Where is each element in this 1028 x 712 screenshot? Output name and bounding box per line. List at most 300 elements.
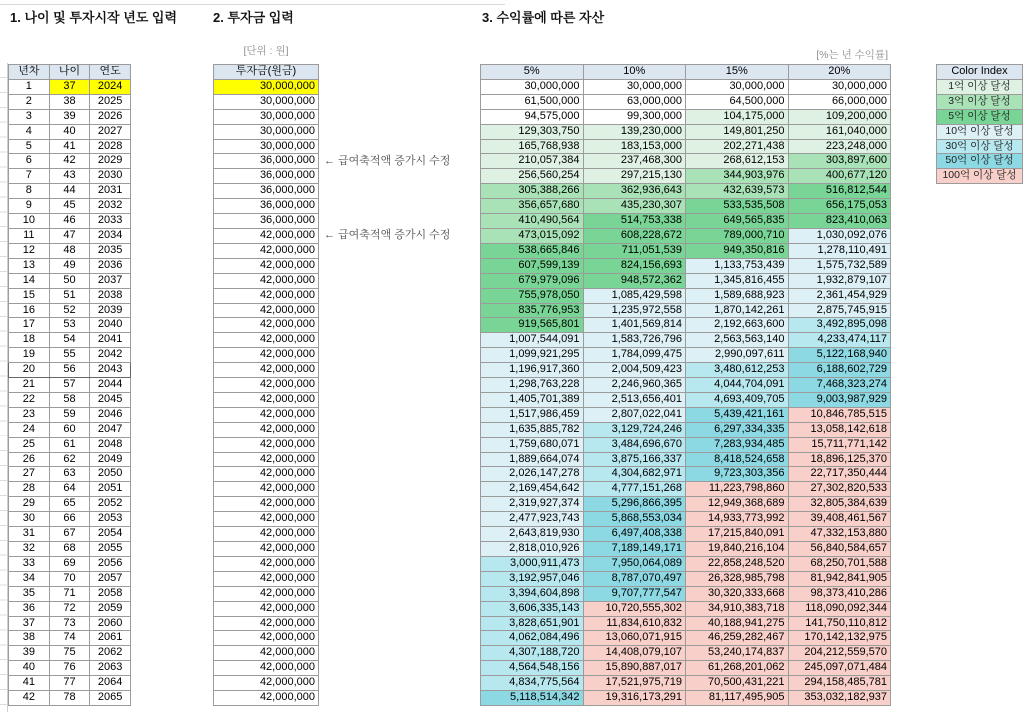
year-index-cell[interactable]: 41 bbox=[9, 676, 50, 691]
asset-value-cell-20%[interactable]: 98,373,410,286 bbox=[788, 586, 891, 601]
asset-value-cell-10%[interactable]: 5,868,553,034 bbox=[583, 512, 686, 527]
age-cell[interactable]: 66 bbox=[49, 512, 90, 527]
year-index-cell[interactable]: 10 bbox=[9, 214, 50, 229]
age-cell[interactable]: 43 bbox=[49, 169, 90, 184]
investment-amount-cell[interactable]: 42,000,000 bbox=[214, 288, 319, 303]
asset-value-cell-15%[interactable]: 64,500,000 bbox=[686, 94, 789, 109]
investment-amount-cell[interactable]: 30,000,000 bbox=[214, 124, 319, 139]
year-index-cell[interactable]: 37 bbox=[9, 616, 50, 631]
calendar-year-cell[interactable]: 2052 bbox=[90, 497, 131, 512]
age-cell[interactable]: 55 bbox=[49, 348, 90, 363]
asset-value-cell-5%[interactable]: 356,657,680 bbox=[481, 199, 584, 214]
calendar-year-cell[interactable]: 2033 bbox=[90, 214, 131, 229]
asset-value-cell-20%[interactable]: 30,000,000 bbox=[788, 79, 891, 94]
age-cell[interactable]: 57 bbox=[49, 378, 90, 393]
asset-value-cell-10%[interactable]: 9,707,777,547 bbox=[583, 586, 686, 601]
asset-value-cell-15%[interactable]: 22,858,248,520 bbox=[686, 556, 789, 571]
investment-amount-cell[interactable]: 42,000,000 bbox=[214, 348, 319, 363]
asset-value-cell-5%[interactable]: 94,575,000 bbox=[481, 109, 584, 124]
age-cell[interactable]: 44 bbox=[49, 184, 90, 199]
asset-value-cell-20%[interactable]: 81,942,841,905 bbox=[788, 571, 891, 586]
calendar-year-cell[interactable]: 2041 bbox=[90, 333, 131, 348]
calendar-year-cell[interactable]: 2043 bbox=[90, 363, 131, 378]
asset-value-cell-5%[interactable]: 1,099,921,295 bbox=[481, 348, 584, 363]
asset-value-cell-20%[interactable]: 13,058,142,618 bbox=[788, 422, 891, 437]
asset-value-cell-15%[interactable]: 4,693,409,705 bbox=[686, 392, 789, 407]
asset-value-cell-5%[interactable]: 4,564,548,156 bbox=[481, 661, 584, 676]
asset-value-cell-20%[interactable]: 32,805,384,639 bbox=[788, 497, 891, 512]
asset-value-cell-5%[interactable]: 538,665,846 bbox=[481, 243, 584, 258]
asset-value-cell-5%[interactable]: 1,298,763,228 bbox=[481, 378, 584, 393]
asset-value-cell-10%[interactable]: 183,153,000 bbox=[583, 139, 686, 154]
asset-value-cell-5%[interactable]: 835,776,953 bbox=[481, 303, 584, 318]
year-index-cell[interactable]: 36 bbox=[9, 601, 50, 616]
asset-value-cell-5%[interactable]: 2,169,454,642 bbox=[481, 482, 584, 497]
investment-amount-cell[interactable]: 42,000,000 bbox=[214, 571, 319, 586]
age-cell[interactable]: 48 bbox=[49, 243, 90, 258]
investment-amount-cell[interactable]: 42,000,000 bbox=[214, 363, 319, 378]
asset-value-cell-15%[interactable]: 1,589,688,923 bbox=[686, 288, 789, 303]
year-index-cell[interactable]: 32 bbox=[9, 542, 50, 557]
year-index-cell[interactable]: 24 bbox=[9, 422, 50, 437]
asset-value-cell-5%[interactable]: 30,000,000 bbox=[481, 79, 584, 94]
asset-value-cell-5%[interactable]: 4,062,084,496 bbox=[481, 631, 584, 646]
asset-value-cell-10%[interactable]: 2,513,656,401 bbox=[583, 392, 686, 407]
asset-value-cell-15%[interactable]: 949,350,816 bbox=[686, 243, 789, 258]
asset-value-cell-15%[interactable]: 104,175,000 bbox=[686, 109, 789, 124]
return-rate-header-cell[interactable]: 5% bbox=[481, 65, 584, 80]
asset-value-cell-5%[interactable]: 3,828,651,901 bbox=[481, 616, 584, 631]
investment-amount-cell[interactable]: 42,000,000 bbox=[214, 691, 319, 706]
age-cell[interactable]: 58 bbox=[49, 392, 90, 407]
asset-value-cell-15%[interactable]: 53,240,174,837 bbox=[686, 646, 789, 661]
legend-threshold-cell[interactable]: 100억 이상 달성 bbox=[937, 169, 1023, 184]
age-cell[interactable]: 71 bbox=[49, 586, 90, 601]
age-cell[interactable]: 45 bbox=[49, 199, 90, 214]
calendar-year-cell[interactable]: 2025 bbox=[90, 94, 131, 109]
year-index-cell[interactable]: 27 bbox=[9, 467, 50, 482]
asset-value-cell-15%[interactable]: 649,565,835 bbox=[686, 214, 789, 229]
investment-amount-cell[interactable]: 42,000,000 bbox=[214, 407, 319, 422]
asset-value-cell-10%[interactable]: 10,720,555,302 bbox=[583, 601, 686, 616]
year-index-cell[interactable]: 11 bbox=[9, 228, 50, 243]
age-cell[interactable]: 52 bbox=[49, 303, 90, 318]
asset-value-cell-20%[interactable]: 47,332,153,880 bbox=[788, 527, 891, 542]
year-index-cell[interactable]: 17 bbox=[9, 318, 50, 333]
calendar-year-cell[interactable]: 2038 bbox=[90, 288, 131, 303]
age-cell[interactable]: 73 bbox=[49, 616, 90, 631]
year-index-cell[interactable]: 21 bbox=[9, 378, 50, 393]
asset-value-cell-5%[interactable]: 473,015,092 bbox=[481, 228, 584, 243]
asset-value-cell-10%[interactable]: 1,235,972,558 bbox=[583, 303, 686, 318]
investment-amount-cell[interactable]: 42,000,000 bbox=[214, 452, 319, 467]
calendar-year-cell[interactable]: 2055 bbox=[90, 542, 131, 557]
asset-value-cell-10%[interactable]: 63,000,000 bbox=[583, 94, 686, 109]
calendar-year-cell[interactable]: 2031 bbox=[90, 184, 131, 199]
investment-amount-cell[interactable]: 42,000,000 bbox=[214, 527, 319, 542]
year-index-cell[interactable]: 33 bbox=[9, 556, 50, 571]
asset-value-cell-15%[interactable]: 70,500,431,221 bbox=[686, 676, 789, 691]
investment-amount-cell[interactable]: 42,000,000 bbox=[214, 646, 319, 661]
asset-value-cell-15%[interactable]: 2,192,663,600 bbox=[686, 318, 789, 333]
asset-value-cell-10%[interactable]: 711,051,539 bbox=[583, 243, 686, 258]
asset-value-cell-20%[interactable]: 353,032,182,937 bbox=[788, 691, 891, 706]
calendar-year-cell[interactable]: 2054 bbox=[90, 527, 131, 542]
age-cell[interactable]: 54 bbox=[49, 333, 90, 348]
legend-threshold-cell[interactable]: 5억 이상 달성 bbox=[937, 109, 1023, 124]
asset-value-cell-10%[interactable]: 139,230,000 bbox=[583, 124, 686, 139]
age-cell[interactable]: 60 bbox=[49, 422, 90, 437]
asset-value-cell-15%[interactable]: 4,044,704,091 bbox=[686, 378, 789, 393]
investment-amount-cell[interactable]: 36,000,000 bbox=[214, 199, 319, 214]
calendar-year-cell[interactable]: 2028 bbox=[90, 139, 131, 154]
asset-value-cell-20%[interactable]: 22,717,350,444 bbox=[788, 467, 891, 482]
year-index-cell[interactable]: 7 bbox=[9, 169, 50, 184]
asset-value-cell-5%[interactable]: 2,026,147,278 bbox=[481, 467, 584, 482]
asset-value-cell-5%[interactable]: 1,517,986,459 bbox=[481, 407, 584, 422]
investment-amount-cell[interactable]: 42,000,000 bbox=[214, 631, 319, 646]
calendar-year-cell[interactable]: 2063 bbox=[90, 661, 131, 676]
asset-value-cell-15%[interactable]: 7,283,934,485 bbox=[686, 437, 789, 452]
asset-value-cell-20%[interactable]: 656,175,053 bbox=[788, 199, 891, 214]
asset-value-cell-5%[interactable]: 3,606,335,143 bbox=[481, 601, 584, 616]
calendar-year-cell[interactable]: 2060 bbox=[90, 616, 131, 631]
year-index-cell[interactable]: 20 bbox=[9, 363, 50, 378]
age-cell[interactable]: 75 bbox=[49, 646, 90, 661]
calendar-year-cell[interactable]: 2051 bbox=[90, 482, 131, 497]
asset-value-cell-5%[interactable]: 1,635,885,782 bbox=[481, 422, 584, 437]
asset-value-cell-20%[interactable]: 7,468,323,274 bbox=[788, 378, 891, 393]
asset-value-cell-15%[interactable]: 11,223,798,860 bbox=[686, 482, 789, 497]
legend-threshold-cell[interactable]: 50억 이상 달성 bbox=[937, 154, 1023, 169]
year-index-cell[interactable]: 31 bbox=[9, 527, 50, 542]
investment-amount-cell[interactable]: 30,000,000 bbox=[214, 94, 319, 109]
year-index-cell[interactable]: 34 bbox=[9, 571, 50, 586]
calendar-year-cell[interactable]: 2057 bbox=[90, 571, 131, 586]
return-rate-header-cell[interactable]: 10% bbox=[583, 65, 686, 80]
asset-value-cell-10%[interactable]: 11,834,610,832 bbox=[583, 616, 686, 631]
calendar-year-cell[interactable]: 2046 bbox=[90, 407, 131, 422]
calendar-year-cell[interactable]: 2039 bbox=[90, 303, 131, 318]
asset-value-cell-5%[interactable]: 4,834,775,564 bbox=[481, 676, 584, 691]
calendar-year-cell[interactable]: 2024 bbox=[90, 79, 131, 94]
investment-amount-cell[interactable]: 42,000,000 bbox=[214, 497, 319, 512]
year-index-cell[interactable]: 40 bbox=[9, 661, 50, 676]
asset-value-cell-20%[interactable]: 5,122,168,940 bbox=[788, 348, 891, 363]
investment-amount-cell[interactable]: 42,000,000 bbox=[214, 676, 319, 691]
investment-amount-cell[interactable]: 42,000,000 bbox=[214, 422, 319, 437]
calendar-year-cell[interactable]: 2065 bbox=[90, 691, 131, 706]
investment-amount-cell[interactable]: 42,000,000 bbox=[214, 616, 319, 631]
asset-value-cell-10%[interactable]: 2,004,509,423 bbox=[583, 363, 686, 378]
asset-value-cell-5%[interactable]: 1,007,544,091 bbox=[481, 333, 584, 348]
asset-value-cell-5%[interactable]: 3,000,911,473 bbox=[481, 556, 584, 571]
asset-value-cell-5%[interactable]: 3,192,957,046 bbox=[481, 571, 584, 586]
investment-amount-cell[interactable]: 42,000,000 bbox=[214, 601, 319, 616]
age-table-header-cell[interactable]: 나이 bbox=[49, 65, 90, 80]
asset-value-cell-15%[interactable]: 81,117,495,905 bbox=[686, 691, 789, 706]
asset-value-cell-5%[interactable]: 2,477,923,743 bbox=[481, 512, 584, 527]
year-index-cell[interactable]: 22 bbox=[9, 392, 50, 407]
asset-value-cell-10%[interactable]: 3,875,166,337 bbox=[583, 452, 686, 467]
calendar-year-cell[interactable]: 2048 bbox=[90, 437, 131, 452]
asset-value-cell-15%[interactable]: 432,639,573 bbox=[686, 184, 789, 199]
asset-value-cell-5%[interactable]: 305,388,266 bbox=[481, 184, 584, 199]
age-cell[interactable]: 51 bbox=[49, 288, 90, 303]
asset-value-cell-20%[interactable]: 1,932,879,107 bbox=[788, 273, 891, 288]
investment-amount-cell[interactable]: 30,000,000 bbox=[214, 109, 319, 124]
investment-amount-cell[interactable]: 30,000,000 bbox=[214, 139, 319, 154]
asset-value-cell-20%[interactable]: 2,361,454,929 bbox=[788, 288, 891, 303]
asset-value-cell-10%[interactable]: 6,497,408,338 bbox=[583, 527, 686, 542]
asset-value-cell-5%[interactable]: 165,768,938 bbox=[481, 139, 584, 154]
asset-value-cell-20%[interactable]: 66,000,000 bbox=[788, 94, 891, 109]
asset-value-cell-20%[interactable]: 141,750,110,812 bbox=[788, 616, 891, 631]
year-index-cell[interactable]: 26 bbox=[9, 452, 50, 467]
investment-amount-cell[interactable]: 42,000,000 bbox=[214, 542, 319, 557]
asset-value-cell-15%[interactable]: 1,870,142,261 bbox=[686, 303, 789, 318]
investment-amount-cell[interactable]: 36,000,000 bbox=[214, 169, 319, 184]
asset-value-cell-20%[interactable]: 39,408,461,567 bbox=[788, 512, 891, 527]
age-cell[interactable]: 38 bbox=[49, 94, 90, 109]
calendar-year-cell[interactable]: 2034 bbox=[90, 228, 131, 243]
asset-value-cell-20%[interactable]: 27,302,820,533 bbox=[788, 482, 891, 497]
year-index-cell[interactable]: 42 bbox=[9, 691, 50, 706]
asset-value-cell-20%[interactable]: 303,897,600 bbox=[788, 154, 891, 169]
asset-value-cell-10%[interactable]: 297,215,130 bbox=[583, 169, 686, 184]
asset-value-cell-20%[interactable]: 109,200,000 bbox=[788, 109, 891, 124]
age-cell[interactable]: 53 bbox=[49, 318, 90, 333]
calendar-year-cell[interactable]: 2030 bbox=[90, 169, 131, 184]
investment-amount-cell[interactable]: 42,000,000 bbox=[214, 392, 319, 407]
year-index-cell[interactable]: 14 bbox=[9, 273, 50, 288]
asset-value-cell-20%[interactable]: 9,003,987,929 bbox=[788, 392, 891, 407]
asset-value-cell-20%[interactable]: 18,896,125,370 bbox=[788, 452, 891, 467]
age-cell[interactable]: 70 bbox=[49, 571, 90, 586]
asset-value-cell-20%[interactable]: 68,250,701,588 bbox=[788, 556, 891, 571]
asset-value-cell-10%[interactable]: 1,583,726,796 bbox=[583, 333, 686, 348]
legend-threshold-cell[interactable]: 30억 이상 달성 bbox=[937, 139, 1023, 154]
asset-value-cell-10%[interactable]: 3,484,696,670 bbox=[583, 437, 686, 452]
calendar-year-cell[interactable]: 2053 bbox=[90, 512, 131, 527]
calendar-year-cell[interactable]: 2056 bbox=[90, 556, 131, 571]
asset-value-cell-5%[interactable]: 679,979,096 bbox=[481, 273, 584, 288]
asset-value-cell-15%[interactable]: 5,439,421,161 bbox=[686, 407, 789, 422]
age-cell[interactable]: 72 bbox=[49, 601, 90, 616]
year-index-cell[interactable]: 23 bbox=[9, 407, 50, 422]
asset-value-cell-15%[interactable]: 34,910,383,718 bbox=[686, 601, 789, 616]
legend-threshold-cell[interactable]: 3억 이상 달성 bbox=[937, 94, 1023, 109]
asset-value-cell-5%[interactable]: 210,057,384 bbox=[481, 154, 584, 169]
asset-value-cell-5%[interactable]: 1,889,664,074 bbox=[481, 452, 584, 467]
asset-value-cell-15%[interactable]: 9,723,303,356 bbox=[686, 467, 789, 482]
asset-value-cell-15%[interactable]: 46,259,282,467 bbox=[686, 631, 789, 646]
calendar-year-cell[interactable]: 2050 bbox=[90, 467, 131, 482]
asset-value-cell-20%[interactable]: 223,248,000 bbox=[788, 139, 891, 154]
asset-value-cell-5%[interactable]: 2,818,010,926 bbox=[481, 542, 584, 557]
asset-value-cell-10%[interactable]: 948,572,362 bbox=[583, 273, 686, 288]
asset-value-cell-20%[interactable]: 516,812,544 bbox=[788, 184, 891, 199]
age-cell[interactable]: 77 bbox=[49, 676, 90, 691]
calendar-year-cell[interactable]: 2064 bbox=[90, 676, 131, 691]
asset-value-cell-10%[interactable]: 30,000,000 bbox=[583, 79, 686, 94]
year-index-cell[interactable]: 39 bbox=[9, 646, 50, 661]
asset-value-cell-15%[interactable]: 2,563,563,140 bbox=[686, 333, 789, 348]
investment-amount-cell[interactable]: 42,000,000 bbox=[214, 303, 319, 318]
calendar-year-cell[interactable]: 2059 bbox=[90, 601, 131, 616]
calendar-year-cell[interactable]: 2049 bbox=[90, 452, 131, 467]
asset-value-cell-15%[interactable]: 14,933,773,992 bbox=[686, 512, 789, 527]
calendar-year-cell[interactable]: 2047 bbox=[90, 422, 131, 437]
year-index-cell[interactable]: 5 bbox=[9, 139, 50, 154]
asset-value-cell-15%[interactable]: 344,903,976 bbox=[686, 169, 789, 184]
age-cell[interactable]: 41 bbox=[49, 139, 90, 154]
age-cell[interactable]: 39 bbox=[49, 109, 90, 124]
age-cell[interactable]: 69 bbox=[49, 556, 90, 571]
asset-value-cell-5%[interactable]: 1,405,701,389 bbox=[481, 392, 584, 407]
asset-value-cell-20%[interactable]: 118,090,092,344 bbox=[788, 601, 891, 616]
asset-value-cell-15%[interactable]: 1,133,753,439 bbox=[686, 258, 789, 273]
calendar-year-cell[interactable]: 2037 bbox=[90, 273, 131, 288]
investment-amount-cell[interactable]: 30,000,000 bbox=[214, 79, 319, 94]
asset-value-cell-5%[interactable]: 256,560,254 bbox=[481, 169, 584, 184]
asset-value-cell-15%[interactable]: 202,271,438 bbox=[686, 139, 789, 154]
investment-column-header[interactable]: 투자금(원금) bbox=[214, 65, 319, 80]
asset-value-cell-10%[interactable]: 7,189,149,171 bbox=[583, 542, 686, 557]
asset-value-cell-5%[interactable]: 410,490,564 bbox=[481, 214, 584, 229]
asset-value-cell-10%[interactable]: 4,777,151,268 bbox=[583, 482, 686, 497]
age-cell[interactable]: 68 bbox=[49, 542, 90, 557]
calendar-year-cell[interactable]: 2029 bbox=[90, 154, 131, 169]
return-rate-header-cell[interactable]: 20% bbox=[788, 65, 891, 80]
investment-amount-cell[interactable]: 42,000,000 bbox=[214, 318, 319, 333]
age-cell[interactable]: 49 bbox=[49, 258, 90, 273]
asset-value-cell-10%[interactable]: 7,950,064,089 bbox=[583, 556, 686, 571]
asset-value-cell-20%[interactable]: 3,492,895,098 bbox=[788, 318, 891, 333]
asset-value-cell-15%[interactable]: 8,418,524,658 bbox=[686, 452, 789, 467]
year-index-cell[interactable]: 35 bbox=[9, 586, 50, 601]
asset-value-cell-20%[interactable]: 400,677,120 bbox=[788, 169, 891, 184]
asset-value-cell-20%[interactable]: 1,278,110,491 bbox=[788, 243, 891, 258]
asset-value-cell-15%[interactable]: 40,188,941,275 bbox=[686, 616, 789, 631]
asset-value-cell-20%[interactable]: 823,410,063 bbox=[788, 214, 891, 229]
investment-amount-cell[interactable]: 42,000,000 bbox=[214, 333, 319, 348]
asset-value-cell-15%[interactable]: 61,268,201,062 bbox=[686, 661, 789, 676]
age-cell[interactable]: 67 bbox=[49, 527, 90, 542]
calendar-year-cell[interactable]: 2042 bbox=[90, 348, 131, 363]
asset-value-cell-10%[interactable]: 14,408,079,107 bbox=[583, 646, 686, 661]
asset-value-cell-5%[interactable]: 61,500,000 bbox=[481, 94, 584, 109]
asset-value-cell-15%[interactable]: 19,840,216,104 bbox=[686, 542, 789, 557]
asset-value-cell-10%[interactable]: 362,936,643 bbox=[583, 184, 686, 199]
investment-amount-cell[interactable]: 42,000,000 bbox=[214, 512, 319, 527]
asset-value-cell-15%[interactable]: 30,320,333,668 bbox=[686, 586, 789, 601]
investment-amount-cell[interactable]: 42,000,000 bbox=[214, 661, 319, 676]
year-index-cell[interactable]: 6 bbox=[9, 154, 50, 169]
asset-value-cell-20%[interactable]: 1,030,092,076 bbox=[788, 228, 891, 243]
asset-value-cell-10%[interactable]: 514,753,338 bbox=[583, 214, 686, 229]
asset-value-cell-20%[interactable]: 294,158,485,781 bbox=[788, 676, 891, 691]
year-index-cell[interactable]: 3 bbox=[9, 109, 50, 124]
investment-amount-cell[interactable]: 42,000,000 bbox=[214, 482, 319, 497]
legend-threshold-cell[interactable]: 1억 이상 달성 bbox=[937, 79, 1023, 94]
calendar-year-cell[interactable]: 2026 bbox=[90, 109, 131, 124]
asset-value-cell-10%[interactable]: 1,401,569,814 bbox=[583, 318, 686, 333]
calendar-year-cell[interactable]: 2045 bbox=[90, 392, 131, 407]
age-cell[interactable]: 47 bbox=[49, 228, 90, 243]
calendar-year-cell[interactable]: 2044 bbox=[90, 378, 131, 393]
age-cell[interactable]: 59 bbox=[49, 407, 90, 422]
year-index-cell[interactable]: 13 bbox=[9, 258, 50, 273]
asset-value-cell-10%[interactable]: 1,784,099,475 bbox=[583, 348, 686, 363]
year-index-cell[interactable]: 2 bbox=[9, 94, 50, 109]
calendar-year-cell[interactable]: 2035 bbox=[90, 243, 131, 258]
calendar-year-cell[interactable]: 2058 bbox=[90, 586, 131, 601]
calendar-year-cell[interactable]: 2062 bbox=[90, 646, 131, 661]
investment-amount-cell[interactable]: 42,000,000 bbox=[214, 586, 319, 601]
year-index-cell[interactable]: 4 bbox=[9, 124, 50, 139]
age-cell[interactable]: 65 bbox=[49, 497, 90, 512]
year-index-cell[interactable]: 25 bbox=[9, 437, 50, 452]
asset-value-cell-15%[interactable]: 26,328,985,798 bbox=[686, 571, 789, 586]
year-index-cell[interactable]: 30 bbox=[9, 512, 50, 527]
asset-value-cell-5%[interactable]: 1,196,917,360 bbox=[481, 363, 584, 378]
age-cell[interactable]: 46 bbox=[49, 214, 90, 229]
asset-value-cell-20%[interactable]: 56,840,584,657 bbox=[788, 542, 891, 557]
calendar-year-cell[interactable]: 2040 bbox=[90, 318, 131, 333]
asset-value-cell-10%[interactable]: 99,300,000 bbox=[583, 109, 686, 124]
year-index-cell[interactable]: 16 bbox=[9, 303, 50, 318]
year-index-cell[interactable]: 8 bbox=[9, 184, 50, 199]
age-cell[interactable]: 76 bbox=[49, 661, 90, 676]
asset-value-cell-15%[interactable]: 789,000,710 bbox=[686, 228, 789, 243]
age-cell[interactable]: 37 bbox=[49, 79, 90, 94]
investment-amount-cell[interactable]: 42,000,000 bbox=[214, 228, 319, 243]
asset-value-cell-10%[interactable]: 17,521,975,719 bbox=[583, 676, 686, 691]
year-index-cell[interactable]: 1 bbox=[9, 79, 50, 94]
asset-value-cell-15%[interactable]: 268,612,153 bbox=[686, 154, 789, 169]
asset-value-cell-20%[interactable]: 15,711,771,142 bbox=[788, 437, 891, 452]
investment-amount-cell[interactable]: 42,000,000 bbox=[214, 378, 319, 393]
investment-amount-cell[interactable]: 42,000,000 bbox=[214, 243, 319, 258]
age-cell[interactable]: 64 bbox=[49, 482, 90, 497]
asset-value-cell-10%[interactable]: 2,807,022,041 bbox=[583, 407, 686, 422]
year-index-cell[interactable]: 12 bbox=[9, 243, 50, 258]
asset-value-cell-20%[interactable]: 6,188,602,729 bbox=[788, 363, 891, 378]
asset-value-cell-20%[interactable]: 10,846,785,515 bbox=[788, 407, 891, 422]
age-cell[interactable]: 42 bbox=[49, 154, 90, 169]
age-cell[interactable]: 63 bbox=[49, 467, 90, 482]
asset-value-cell-20%[interactable]: 204,212,559,570 bbox=[788, 646, 891, 661]
calendar-year-cell[interactable]: 2036 bbox=[90, 258, 131, 273]
age-cell[interactable]: 62 bbox=[49, 452, 90, 467]
age-cell[interactable]: 40 bbox=[49, 124, 90, 139]
asset-value-cell-5%[interactable]: 755,978,050 bbox=[481, 288, 584, 303]
asset-value-cell-20%[interactable]: 161,040,000 bbox=[788, 124, 891, 139]
investment-amount-cell[interactable]: 36,000,000 bbox=[214, 214, 319, 229]
investment-amount-cell[interactable]: 42,000,000 bbox=[214, 273, 319, 288]
asset-value-cell-15%[interactable]: 533,535,508 bbox=[686, 199, 789, 214]
investment-amount-cell[interactable]: 42,000,000 bbox=[214, 556, 319, 571]
asset-value-cell-15%[interactable]: 3,480,612,253 bbox=[686, 363, 789, 378]
asset-value-cell-5%[interactable]: 3,394,604,898 bbox=[481, 586, 584, 601]
asset-value-cell-5%[interactable]: 4,307,188,720 bbox=[481, 646, 584, 661]
year-index-cell[interactable]: 18 bbox=[9, 333, 50, 348]
year-index-cell[interactable]: 28 bbox=[9, 482, 50, 497]
age-table-header-cell[interactable]: 연도 bbox=[90, 65, 131, 80]
investment-amount-cell[interactable]: 42,000,000 bbox=[214, 437, 319, 452]
asset-value-cell-15%[interactable]: 2,990,097,611 bbox=[686, 348, 789, 363]
